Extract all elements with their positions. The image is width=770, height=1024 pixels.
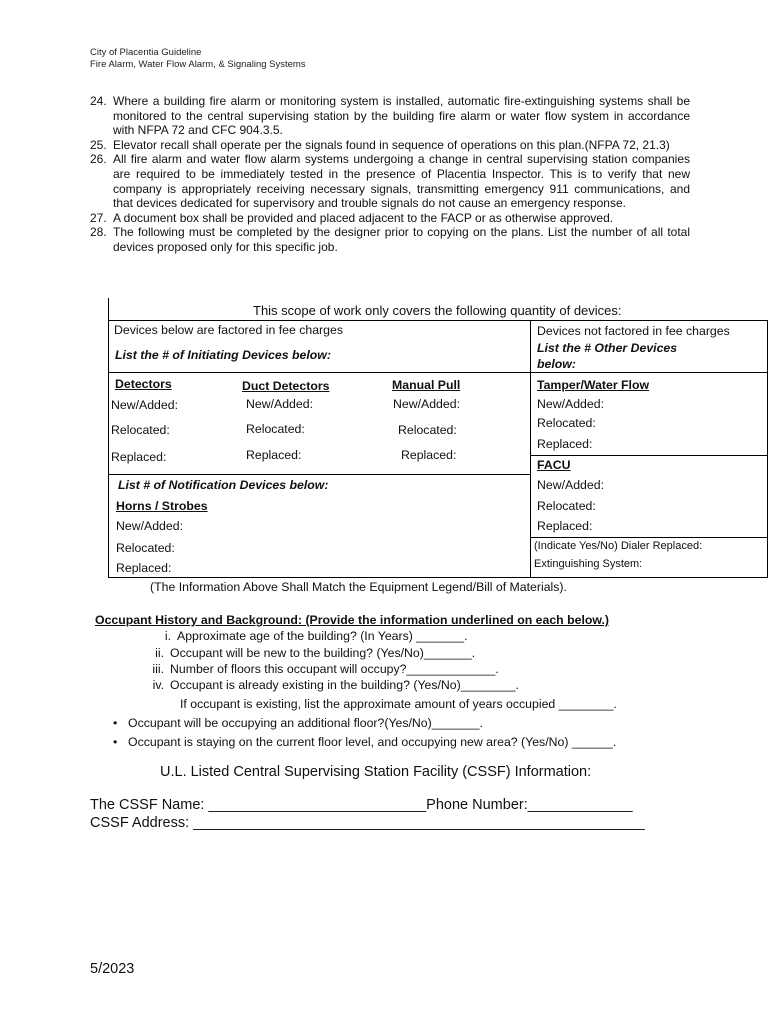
dialer-replaced-label: (Indicate Yes/No) Dialer Replaced: [534,540,703,552]
manual-replaced: Replaced: [401,448,457,462]
scope-title: This scope of work only covers the following quantity of devices: [253,303,622,318]
list-marker: ii. [155,646,164,660]
item-number: 26. [90,152,107,167]
other-heading-line-2: below: [537,357,576,371]
item-number: 24. [90,94,107,108]
table-divider-scope [108,320,768,321]
footer-date: 5/2023 [90,961,135,977]
list-text: Occupant is already existing in the building? (Yes/No)________. [170,678,519,692]
list-text: Approximate age of the building? (In Years) _______. [177,629,468,643]
table-border-left [108,298,109,578]
horns-new: New/Added: [116,519,183,533]
table-divider-facu [530,455,768,456]
other-heading-line-1: List the # Other Devices [537,341,678,355]
duct-relocated: Relocated: [246,422,305,436]
duct-detectors-heading: Duct Detectors [242,379,330,393]
manual-pull-heading: Manual Pull [392,378,461,392]
notification-heading: List # of Notification Devices below: [118,478,329,492]
occupant-item-iii [133,662,499,676]
duct-new: New/Added: [246,397,313,411]
item-25 [90,138,690,153]
facu-relocated: Relocated: [537,499,596,513]
occupant-item-ii [133,646,475,660]
horns-relocated: Relocated: [116,541,175,555]
facu-heading: FACU [537,458,571,472]
horns-strobes-heading: Horns / Strobes [116,499,208,513]
horns-replaced: Replaced: [116,561,172,575]
detectors-new: New/Added: [111,398,178,412]
item-text: The following must be completed by the designer prior to copying on the plans. List the number of all total devices proposed only for this specific job. [113,225,690,254]
item-text: Where a building fire alarm or monitoring system is installed, automatic fire-extinguishing systems shall be monitored to the central supervising station by the building fire alarm or water flow system in accordance with NFPA 72 and CFC 904.3.5. [113,94,690,138]
table-divider-notification [108,474,531,475]
tamper-heading: Tamper/Water Flow [537,378,650,392]
tamper-relocated: Relocated: [537,416,596,430]
table-divider-headings [108,372,768,373]
item-number: 25. [90,137,107,152]
item-text: A document box shall be provided and placed adjacent to the FACP or as otherwise approved. [113,210,614,225]
numbered-items [90,94,690,255]
cssf-title: U.L. Listed Central Supervising Station Facility (CSSF) Information: [160,764,592,780]
fee-right-label: Devices not factored in fee charges [537,324,730,338]
tamper-new: New/Added: [537,397,604,411]
item-24 [90,94,690,138]
manual-new: New/Added: [393,397,460,411]
duct-replaced: Replaced: [246,448,302,462]
bullet-additional-floor: • Occupant will be occupying an additional floor?(Yes/No)_______. [128,716,483,730]
list-marker: i. [164,629,171,643]
list-text: Number of floors this occupant will occupy?_____________. [170,662,499,676]
item-28 [90,225,690,254]
extinguishing-system-label: Extinguishing System: [534,558,643,570]
header-line-1: City of Placentia Guideline [90,47,202,58]
occupant-item-iv [133,678,519,692]
detectors-replaced: Replaced: [111,450,167,464]
table-divider-vertical [530,320,531,578]
table-footer-note: (The Information Above Shall Match the Equipment Legend/Bill of Materials). [150,580,567,594]
item-text: All fire alarm and water flow alarm systems undergoing a change in central supervising station companies are required to be immediately tested in the presence of Placentia Inspector. This is to verify that new company is appropriately receiving necessary signals, transmitting emergency 911 communications, and that devices dedicated for supervisory and trouble signals do not cause an emergency response. [113,152,690,211]
initiating-heading: List the # of Initiating Devices below: [115,348,331,362]
facu-replaced: Replaced: [537,519,593,533]
list-text: Occupant will be new to the building? (Yes/No)_______. [170,646,476,660]
fee-left-label: Devices below are factored in fee charges [114,323,343,337]
item-number: 28. [90,225,107,240]
table-divider-dialer [530,537,768,538]
detectors-relocated: Relocated: [111,423,170,437]
item-26 [90,152,690,210]
table-border-bottom [108,577,768,578]
header-line-2: Fire Alarm, Water Flow Alarm, & Signaling Systems [90,59,306,70]
cssf-address-line: CSSF Address: ________________________________________________________ [90,815,645,831]
existing-occupant-note: If occupant is existing, list the approximate amount of years occupied ________. [180,697,617,711]
occupant-heading: Occupant History and Background: (Provide the information underlined on each below.) [95,613,610,627]
list-marker: iii. [152,662,164,676]
list-marker: iv. [152,678,164,692]
manual-relocated: Relocated: [398,423,457,437]
item-27 [90,211,690,226]
item-number: 27. [90,210,107,225]
bullet-current-floor: • Occupant is staying on the current floor level, and occupying new area? (Yes/No) ______. [128,735,616,749]
occupant-item-i [140,629,468,643]
item-text: Elevator recall shall operate per the signals found in sequence of operations on this plan.(NFPA 72, 21.3) [113,137,670,152]
facu-new: New/Added: [537,478,604,492]
detectors-heading: Detectors [115,377,172,391]
tamper-replaced: Replaced: [537,437,593,451]
cssf-name-phone-line: The CSSF Name: ___________________________Phone Number:_____________ [90,797,633,813]
table-border-right [767,320,768,578]
